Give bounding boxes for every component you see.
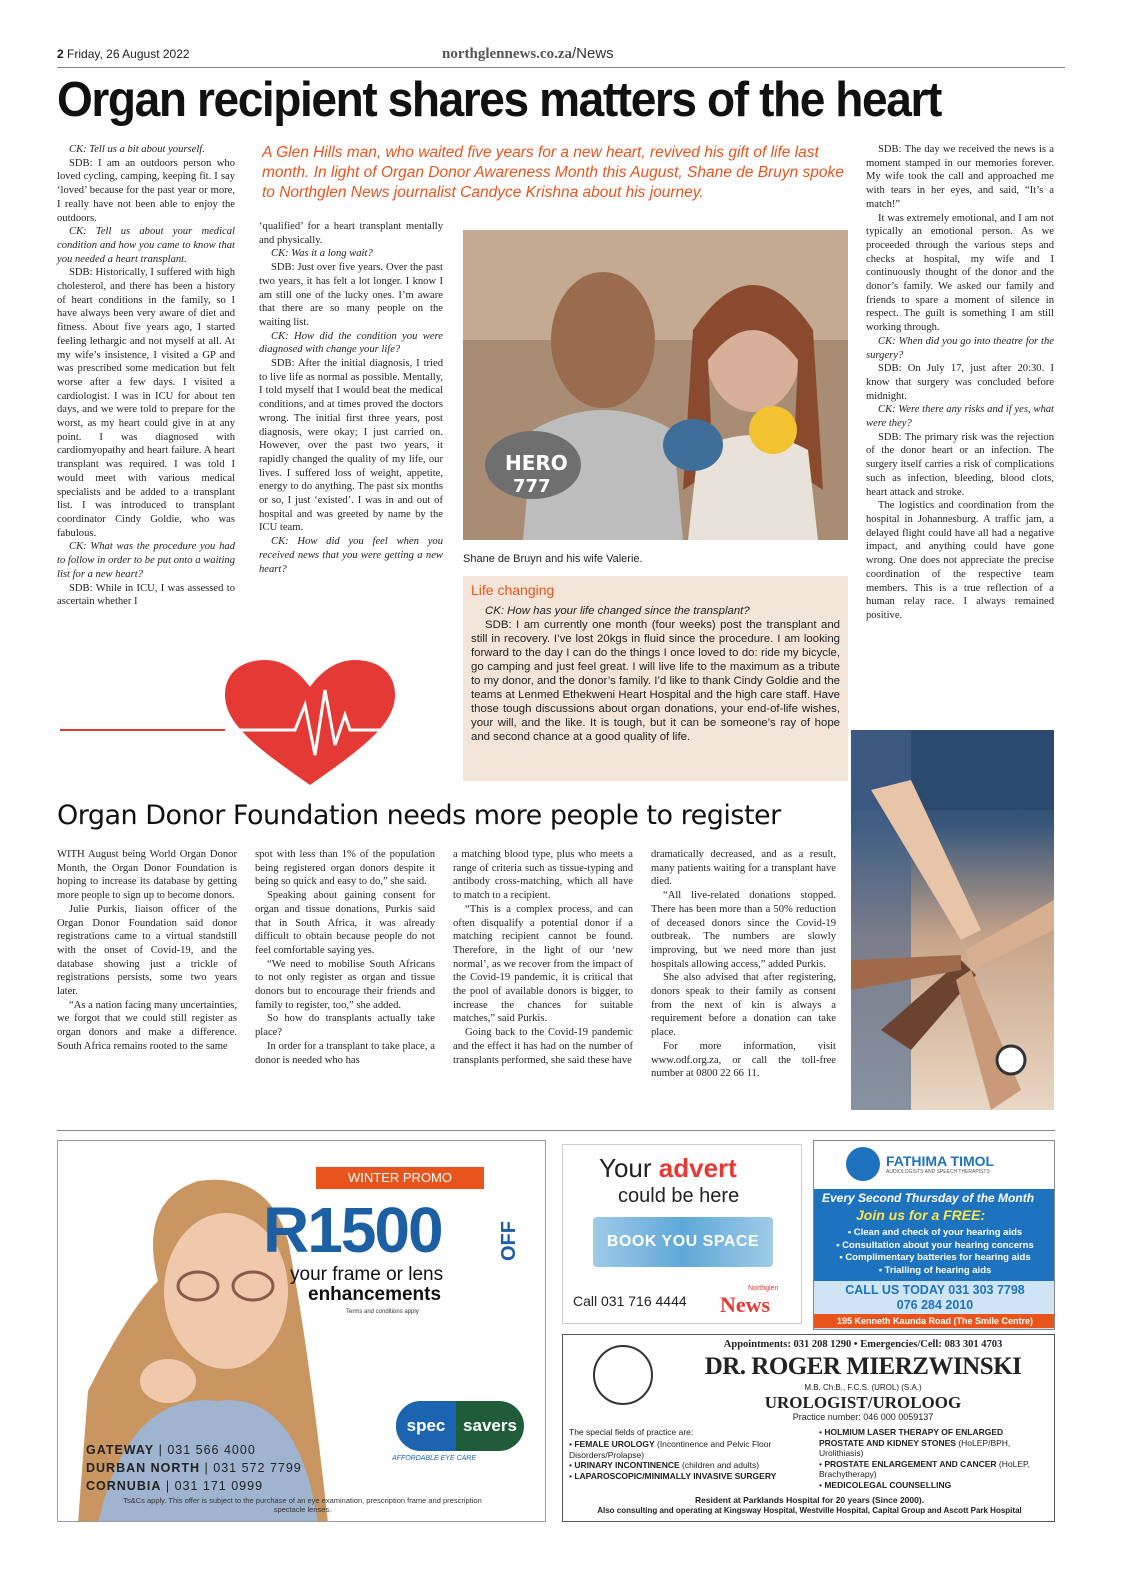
advertise-ad[interactable] <box>562 1144 802 1324</box>
medical-seal-icon <box>593 1345 653 1405</box>
intro-standfirst: A Glen Hills man, who waited five years for a new heart, revived his gift of life last month. In light of Organ Donor Awareness Month this August, Shane de Bruyn spoke to Northglen News journalist Candyce Krishna about his journey. <box>262 144 844 201</box>
page-number: 2 <box>57 47 64 61</box>
article-paragraph: In order for a transplant to take place, a donor is needed who has <box>255 1040 435 1066</box>
news-logo: News <box>720 1292 771 1317</box>
article-paragraph: ‘qualified’ for a heart transplant mentally and physically. <box>259 221 443 246</box>
interview-question: CK: How did you feel when you received news that you were getting a new heart? <box>259 536 443 575</box>
branch-name: GATEWAY <box>86 1443 155 1457</box>
page-header <box>57 44 1065 68</box>
date-text: Friday, 26 August 2022 <box>67 47 190 61</box>
advert-call: Call 031 716 4444 <box>573 1293 687 1309</box>
interview-question: CK: Tell us a bit about yourself. <box>69 144 205 155</box>
article-paragraph: It was extremely emotional, and I am not typically an emotional person. As we proceeded through the various steps and checks at hospital, my wife and I continuously thought of the donor and the donor’s family. We asked our family and friends to spare a moment of silence in respect. The guilt is something I am still working through. <box>866 212 1054 334</box>
stone-text-777: 777 <box>513 476 551 497</box>
article-paragraph: WITH August being World Organ Donor Month, the Organ Donor Foundation is hoping to increase its database by getting more people to sign up to become donors. <box>57 849 237 902</box>
specsavers-ad[interactable] <box>57 1140 546 1522</box>
story2-column-1 <box>57 848 237 1054</box>
article-paragraph: SDB: Historically, I suffered with high cholesterol, and there has been a history of heart conditions in the family, so I have always been very aware of diet and fitness. About five years ago, I started feeling lethargic and not myself at all. At my wife’s insistence, I visited a GP and was prescribed some medication but felt worse after a few days. I visited a cardiologist. I was in ICU for about ten days, and we were told to prepare for the worst, as my heart could give in at any point. I was diagnosed with cardiomyopathy and heart failure. A heart transplant was required. I was told I would meet with various medical specialists and be added to a transplant list. I was introduced to transplant coordinator Cindy Goldie, who was fabulous. <box>57 267 235 539</box>
interview-question: CK: Were there any risks and if yes, what were they? <box>866 404 1054 430</box>
article-column-2 <box>259 220 443 576</box>
doctor-title: UROLOGIST/UROLOOG <box>764 1393 962 1412</box>
article-paragraph: SDB: I am an outdoors person who loved cycling, camping, keeping fit. I say ‘loved’ because for the past year or more, I really have not been able to enjoy the outdoors. <box>57 157 235 224</box>
article-paragraph: Julie Purkis, liaison officer of the Organ Donor Foundation said donor registrations came to a virtual standstill with the onset of Covid-19, and the database showing just a trickle of registrations persists, some two years later. <box>57 903 237 998</box>
interview-question: CK: Was it a long wait? <box>271 248 373 260</box>
field-name: MEDICOLEGAL COUNSELLING <box>824 1479 952 1490</box>
sidebar-text <box>471 604 840 744</box>
doctor-also: Also consulting and operating at Kingsway Hospital, Westville Hospital, Capital Group and Ascott Park Hospital <box>597 1506 1022 1515</box>
article-paragraph: She also advised that after registering, donors speak to their family as consent from the next of kin is always a requirement before a donation can take place. <box>651 972 836 1039</box>
fields-left <box>569 1439 809 1481</box>
field-item: • LAPAROSCOPIC/MINIMALLY INVASIVE SURGERY <box>569 1470 777 1481</box>
story2-column-3 <box>453 848 633 1067</box>
specsavers-logo <box>396 1401 524 1451</box>
hands-photo <box>851 730 1054 1110</box>
fields-right <box>819 1427 1049 1490</box>
field-name: FEMALE UROLOGY <box>574 1439 655 1449</box>
field-item: • MEDICOLEGAL COUNSELLING <box>819 1479 952 1490</box>
timol-join: Join us for a FREE: <box>856 1207 986 1223</box>
article-paragraph: dramatically decreased, and as a result, many patients waiting for a transplant have died. <box>651 849 836 888</box>
doctor-name: DR. ROGER MIERZWINSKI <box>704 1353 1022 1380</box>
sidebar-question: CK: How has your life changed since the transplant? <box>485 605 750 617</box>
field-name: HOLMIUM LASER THERAPY OF ENLARGED PROSTATE AND KIDNEY STONES <box>819 1427 1004 1448</box>
doctor-practice: Practice number: 046 000 0059137 <box>792 1412 934 1422</box>
promo-amount: R1500 <box>263 1194 442 1266</box>
story2-column-4 <box>651 848 836 1081</box>
advert-line2: could be here <box>618 1185 740 1207</box>
story2-column-2 <box>255 848 435 1067</box>
branch-phone: 031 566 4000 <box>167 1443 256 1457</box>
heart-icon <box>60 655 460 790</box>
ad-disclaimer: Ts&Cs apply. This offer is subject to the purchase of an eye examination, prescription frame and prescription spectacle lenses. <box>123 1496 482 1514</box>
article-paragraph: a matching blood type, plus who meets a range of criteria such as tissue-typing and antibody cross-matching, which all have to match to a recipient. <box>453 849 633 902</box>
timol-item: • Consultation about your hearing concerns <box>836 1239 1034 1251</box>
timol-item: • Clean and check of your hearing aids <box>847 1227 1023 1238</box>
branch-row: CORNUBIA | 031 171 0999 <box>86 1479 264 1493</box>
field-item: • FEMALE UROLOGY (Incontinence and Pelvic Floor Disorders/Prolapse) <box>569 1439 772 1460</box>
interview-question: CK: When did you go into theatre for the surgery? <box>866 335 1054 361</box>
interview-question: CK: What was the procedure you had to follow in order to be put onto a waiting list for a new heart? <box>57 541 235 580</box>
ear-icon <box>846 1147 880 1181</box>
branch-list <box>86 1441 302 1495</box>
advert-advert: advert <box>658 1153 737 1183</box>
article-column-4 <box>866 143 1054 623</box>
doctor-ad[interactable] <box>562 1334 1055 1522</box>
article-paragraph: So how do transplants actually take place? <box>255 1013 435 1039</box>
field-note: (HoLEP, Brachytherapy) <box>819 1458 1030 1479</box>
logo-spec: spec <box>396 1401 456 1451</box>
field-item: • URINARY INCONTINENCE (children and adults) <box>569 1460 760 1470</box>
article-paragraph: For more information, visit www.odf.org.za, or call the toll-free number at 0800 22 66 11. <box>651 1040 836 1080</box>
branch-row: GATEWAY | 031 566 4000 <box>86 1443 256 1457</box>
article-paragraph: The logistics and coordination from the hospital in Johannesburg. A traffic jam, a delayed flight could have all had a negative impact, and anything could have gone wrong. One does not appreciate the precise coordination of the respective team members. This is a true reflection of a human relay race. I always remained positive. <box>866 500 1054 621</box>
article-paragraph: “As a nation facing many uncertainties, we forgot that we could still register as organ donors and make a difference. South Africa remains rooted to the same <box>57 999 237 1052</box>
advert-your: Your <box>599 1153 652 1183</box>
photo-caption: Shane de Bruyn and his wife Valerie. <box>463 553 643 565</box>
timol-item: • Trialling of hearing aids <box>878 1264 992 1276</box>
timol-phone2: 076 284 2010 <box>896 1298 974 1312</box>
branch-phone: 031 171 0999 <box>174 1479 264 1493</box>
timol-address: 195 Kenneth Kaunda Road (The Smile Centre) <box>814 1314 1055 1328</box>
article-paragraph: SDB: On July 17, just after 20:30. I know that surgery was concluded before midnight. <box>866 363 1054 402</box>
promo-label: WINTER PROMO <box>316 1167 484 1189</box>
article-paragraph: SDB: After the initial diagnosis, I tried to live life as normal as possible. Mentally, I told myself that I would beat the medical conditions, and at times proved the doctors wrong. The initial first three years, post diagnosis, were okay; I just carried on. However, over the past two years, it rapidly changed the quality of my life, our lives. I suffered loss of weight, appetite, energy to do anything. The past six months or so, I just ‘existed’. I was in and out of hospital and was greeted by name by the ICU team. <box>259 358 443 534</box>
sidebar-answer: SDB: I am currently one month (four weeks) post the transplant and still in recovery. I’ve lost 20kgs in fluid since the procedure. I am looking forward to the day I can do the things I once loved to do: ride my bicycle, go camping and just feel great. I will live life to the maximum as a tribute to my donor, and the donor’s family. I’d like to thank Cindy Goldie and the teams at Lenmed Ethekweni Heart Hospital and the high care staff. Have those tough discussions about organ donations, your end-of-life wishes, your will, and the like. It is tough, but it can be someone’s ray of hope and second chance at a good quality of life. <box>471 619 840 743</box>
site-label <box>442 45 614 63</box>
headline: Organ recipient shares matters of the heart <box>57 73 941 127</box>
field-item: • PROSTATE ENLARGEMENT AND CANCER (HoLEP, Brachytherapy) <box>819 1458 1030 1479</box>
couple-photo <box>463 230 848 540</box>
field-note: (children and adults) <box>679 1460 760 1470</box>
promo-line2: enhancements <box>308 1284 442 1305</box>
timol-contact <box>814 1281 1055 1330</box>
doctor-resident: Resident at Parklands Hospital for 20 years (Since 2000). <box>694 1495 925 1505</box>
branch-name: CORNUBIA <box>86 1479 162 1493</box>
timol-name: FATHIMA TIMOL <box>886 1153 995 1169</box>
article-paragraph: “We need to mobilise South Africans to not only register as organ and tissue donors but to encourage their friends and family to register, too,” she added. <box>255 958 435 1011</box>
branch-row: DURBAN NORTH | 031 572 7799 <box>86 1461 302 1475</box>
logo-tagline: AFFORDABLE EYE CARE <box>392 1455 477 1462</box>
article-paragraph: SDB: The day we received the news is a moment stamped in our memories forever. My wife took the call and approached me with tears in her eyes, and said, “It’s a match!” <box>866 144 1054 210</box>
site-name: northglennews.co.za <box>442 46 572 62</box>
section-name: /News <box>572 45 614 62</box>
timol-ad[interactable] <box>813 1140 1055 1330</box>
fields-intro: The special fields of practice are: <box>569 1427 694 1437</box>
timol-sub: AUDIOLOGISTS AND SPEECH THERAPISTS <box>886 1169 990 1175</box>
couple-illustration <box>463 230 848 540</box>
article-paragraph: SDB: Just over five years. Over the past two years, it has felt a lot longer. I know I am still one of the lucky ones. I’m aware that there are so many people on the waiting list. <box>259 262 443 328</box>
field-note: (HoLEP/BPH, Urolithiasis) <box>819 1437 1011 1458</box>
branch-name: DURBAN NORTH <box>86 1461 201 1475</box>
article-paragraph: spot with less than 1% of the population being registered organ donors despite it being so quick and easy to do,” she said. <box>255 849 435 888</box>
article-paragraph: SDB: The primary risk was the rejection of the donor heart or an infection. The surgery itself carries a risk of complications such as infection, bleeding, blood clots, heart attack and stroke. <box>866 431 1054 498</box>
field-item: • HOLMIUM LASER THERAPY OF ENLARGED PROSTATE AND KIDNEY STONES (HoLEP/BPH, Urolithiasis) <box>819 1427 1011 1458</box>
promo-line1: your frame or lens <box>290 1264 444 1285</box>
field-note: (Incontinence and Pelvic Floor Disorders/Prolapse) <box>569 1439 772 1460</box>
timol-banner: Every Second Thursday of the Month <box>822 1191 1035 1205</box>
doctor-appointments: Appointments: 031 208 1290 • Emergencies/Cell: 083 301 4703 <box>723 1339 1003 1350</box>
article-paragraph: SDB: While in ICU, I was assessed to ascertain whether I <box>57 582 235 608</box>
timol-call: CALL US TODAY 031 303 7798 <box>845 1283 1025 1297</box>
promo-off: OFF <box>498 1221 520 1261</box>
interview-question: CK: Tell us about your medical condition and how you came to know that you needed a heart transplant. <box>57 226 235 265</box>
interview-question: CK: How did the condition you were diagnosed with change your life? <box>259 330 443 356</box>
field-name: PROSTATE ENLARGEMENT AND CANCER <box>824 1458 997 1469</box>
sidebar-title: Life changing <box>471 582 555 598</box>
field-name: LAPAROSCOPIC/MINIMALLY INVASIVE SURGERY <box>574 1470 777 1481</box>
article-paragraph: “This is a complex process, and can often disqualify a potential donor if a matching recipient cannot be found. Therefore, in the light of our ‘new normal’, as we recover from the impact of the Covid-19 pandemic, it is critical that the pool of available donors is bigger, to increase the chances for suitable matches,” said Purkis. <box>453 903 633 1025</box>
field-name: URINARY INCONTINENCE <box>574 1460 680 1470</box>
news-logo-top: Northglen <box>748 1285 779 1292</box>
article-paragraph: Speaking about gaining consent for organ and tissue donations, Purkis said that in South Africa, it was already difficult to obtain because people do not feel comfortable saying yes. <box>255 890 435 956</box>
article-column-1 <box>57 143 235 609</box>
hands-illustration <box>851 730 1054 1110</box>
timol-item: • Complimentary batteries for hearing aids <box>839 1252 1031 1263</box>
timol-header <box>814 1141 1055 1193</box>
section-divider <box>57 1130 1055 1131</box>
timol-list <box>824 1227 1046 1277</box>
article-paragraph: Going back to the Covid-19 pandemic and the effect it has had on the number of transplants performed, she said these have <box>453 1027 633 1066</box>
doctor-quals: M.B. Ch.B., F.C.S. (UROL) (S.A.) <box>804 1383 922 1392</box>
branch-phone: 031 572 7799 <box>213 1461 302 1475</box>
stone-text-hero: HERO <box>505 451 568 475</box>
advert-line1 <box>599 1153 737 1184</box>
book-space-banner: BOOK YOU SPACE <box>593 1217 773 1267</box>
article-paragraph: “All live-related donations stopped. There has been more than a 50% reduction of deceased donors since the Covid-19 outbreak. The numbers are slowly improving, but we need more than just hospitals allowing access,” added Purkis. <box>651 890 836 970</box>
sidebar-box <box>463 576 848 781</box>
promo-terms: Terms and conditions apply <box>346 1309 419 1315</box>
story2-headline: Organ Donor Foundation needs more people to register <box>57 800 781 831</box>
logo-savers: savers <box>463 1416 517 1435</box>
page-date <box>57 47 190 61</box>
